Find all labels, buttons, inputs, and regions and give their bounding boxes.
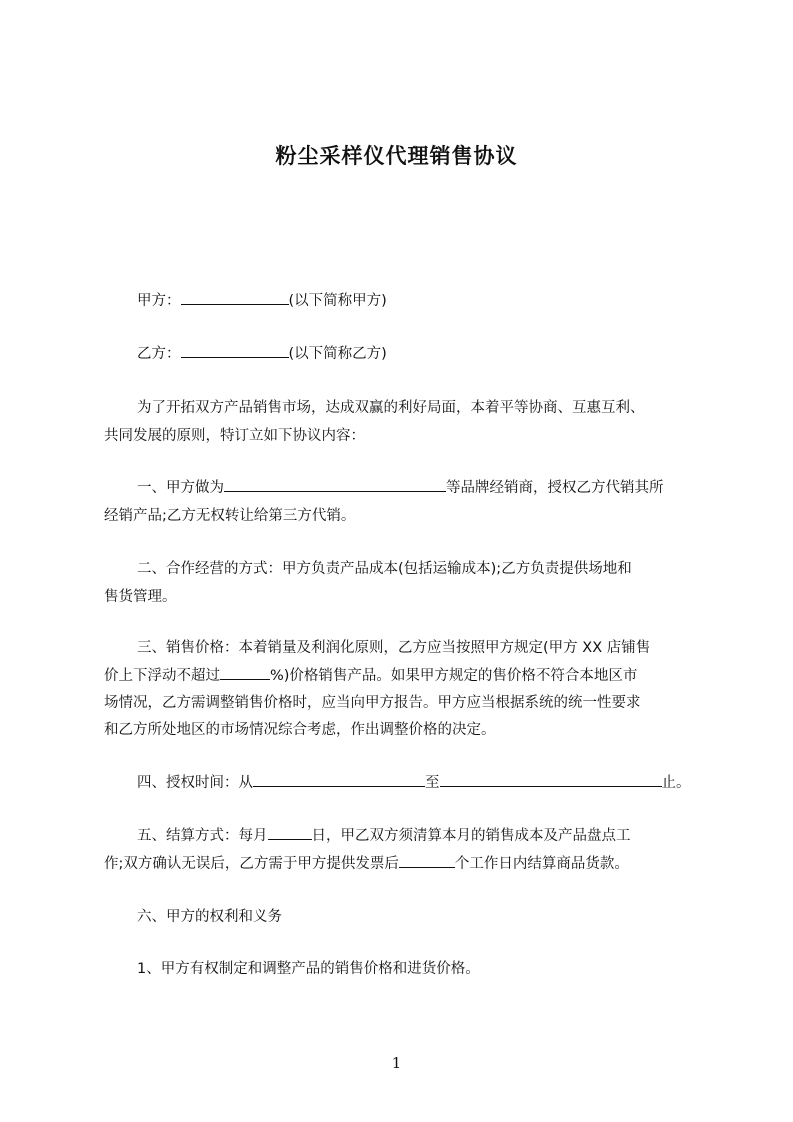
clause1-line-2: 经销产品;乙方无权转让给第三方代销。 (104, 508, 356, 524)
clause3-line-4: 和乙方所处地区的市场情况综合考虑，作出调整价格的决定。 (104, 722, 496, 738)
clause3-line2-end: %)价格销售产品。如果甲方规定的售价格不符合本地区市 (270, 668, 638, 684)
party-b-blank (181, 343, 289, 358)
clause5-day-blank (268, 825, 312, 840)
intro-line-2: 共同发展的原则，特订立如下协议内容： (104, 428, 365, 444)
clause4-middle: 至 (425, 775, 440, 791)
clause1-prefix: 一、甲方做为 (137, 480, 224, 496)
clause4-end-date-blank (440, 772, 662, 787)
party-b-line (104, 340, 737, 368)
clause5-line1-end: 日，甲乙双方须清算本月的销售成本及产品盘点工 (311, 828, 631, 844)
page-number: 1 (391, 1054, 402, 1072)
party-a-blank (181, 290, 289, 305)
party-a-line (104, 287, 737, 315)
clause4-line (104, 769, 704, 797)
clause5-line1-start: 五、结算方式：每月 (137, 828, 268, 844)
clause1-line-1 (104, 474, 704, 502)
clause5-workday-blank (399, 853, 455, 868)
clause6-heading: 六、甲方的权利和义务 (137, 909, 282, 925)
clause6-item-1: 1、甲方有权制定和调整产品的销售价格和进货价格。 (137, 961, 480, 977)
clause3-line2-start: 价上下浮动不超过 (104, 668, 220, 684)
clause2-line-2: 售货管理。 (104, 589, 177, 605)
clause3-percent-blank (220, 665, 270, 680)
intro-line-1: 为了开拓双方产品销售市场，达成双赢的利好局面，本着平等协商、互惠互利、 (137, 400, 645, 416)
clause3-line-2 (104, 662, 704, 690)
clause4-suffix: 止。 (661, 775, 691, 791)
party-b-suffix: (以下简称乙方) (288, 346, 387, 362)
clause4-start-date-blank (253, 772, 425, 787)
clause1-brand-blank (224, 477, 446, 492)
clause5-line2-end: 个工作日内结算商品货款。 (454, 856, 629, 872)
party-a-label: 甲方： (137, 293, 181, 309)
clause2-line-1: 二、合作经营的方式：甲方负责产品成本(包括运输成本);乙方负责提供场地和 (137, 561, 632, 577)
clause5-line-1 (104, 822, 704, 850)
clause4-prefix: 四、授权时间：从 (137, 775, 253, 791)
party-b-label: 乙方： (137, 346, 181, 362)
clause1-line1-end: 等品牌经销商，授权乙方代销其所 (446, 480, 664, 496)
document-title: 粉尘采样仪代理销售协议 (275, 144, 518, 168)
clause3-line-1: 三、销售价格：本着销量及利润化原则，乙方应当按照甲方规定(甲方 XX 店铺售 (137, 640, 651, 656)
clause3-line-3: 场情况，乙方需调整销售价格时，应当向甲方报告。甲方应当根据系统的统一性要求 (104, 695, 641, 711)
party-a-suffix: (以下简称甲方) (288, 293, 387, 309)
clause5-line-2 (104, 850, 704, 878)
clause5-line2-start: 作;双方确认无误后，乙方需于甲方提供发票后 (104, 856, 399, 872)
